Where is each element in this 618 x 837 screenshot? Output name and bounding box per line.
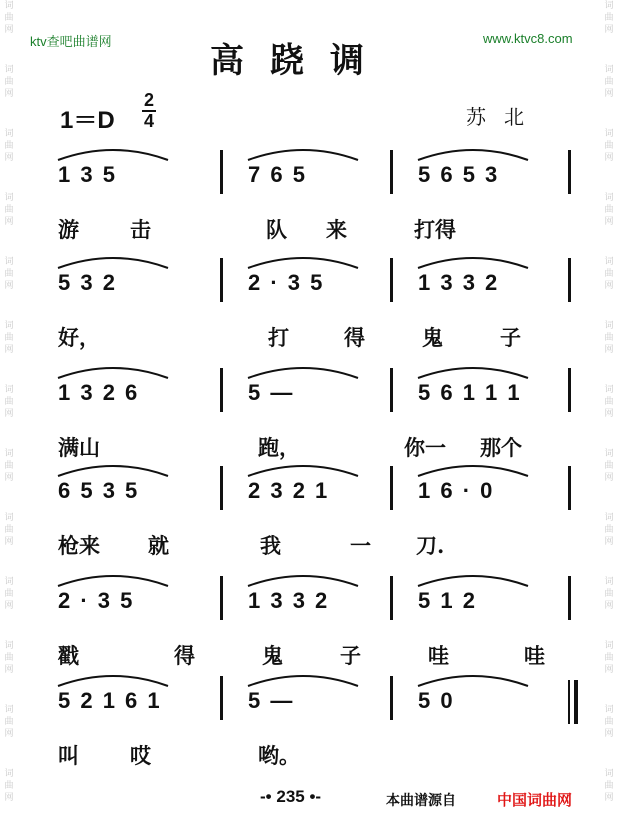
watermark-char: 词 xyxy=(604,769,614,779)
watermark-char: 网 xyxy=(604,409,614,419)
lyric-syllable: 我 xyxy=(260,533,281,558)
meter-bottom: 4 xyxy=(143,111,154,131)
watermark-char: 曲 xyxy=(4,77,14,87)
measure-notes: 5 0 xyxy=(418,688,455,713)
lyric-syllable: 你一 xyxy=(404,435,446,460)
source-text: 本曲谱源自 xyxy=(386,793,456,809)
lyric-syllable: 一 xyxy=(350,533,371,558)
watermark-char: 词 xyxy=(604,65,614,75)
lyric-syllable: 哇 xyxy=(524,643,545,668)
watermark-char: 词 xyxy=(604,449,614,459)
watermark-char: 网 xyxy=(604,25,614,35)
watermark-char: 词 xyxy=(4,129,14,139)
watermark-char: 网 xyxy=(604,601,614,611)
measure-notes: 5 — xyxy=(248,380,295,405)
watermark-char: 网 xyxy=(4,25,14,35)
watermark-char: 曲 xyxy=(4,141,14,151)
watermark-char: 网 xyxy=(604,473,614,483)
page-number-value: 235 xyxy=(276,787,305,806)
watermark-char: 网 xyxy=(604,281,614,291)
watermark-char: 网 xyxy=(4,89,14,99)
watermark-char: 词 xyxy=(604,705,614,715)
watermark-char: 网 xyxy=(4,345,14,355)
measure-notes: 5 3 2 xyxy=(58,270,117,295)
watermark-char: 网 xyxy=(4,409,14,419)
watermark-char: 网 xyxy=(604,793,614,803)
watermark-char: 网 xyxy=(4,281,14,291)
watermark-char: 网 xyxy=(4,601,14,611)
watermark-char: 词 xyxy=(604,1,614,11)
measure-notes: 7 6 5 xyxy=(248,162,307,187)
watermark-char: 曲 xyxy=(604,141,614,151)
meter-top: 2 xyxy=(143,90,154,110)
watermark-char: 词 xyxy=(4,1,14,11)
lyric-syllable: 戳 xyxy=(58,643,79,668)
watermark-char: 曲 xyxy=(604,205,614,215)
watermark-char: 曲 xyxy=(4,653,14,663)
watermark-char: 曲 xyxy=(4,589,14,599)
watermark-char: 曲 xyxy=(4,397,14,407)
measure-notes: 2 3 2 1 xyxy=(248,478,330,503)
watermark-char: 曲 xyxy=(4,717,14,727)
slur-arc xyxy=(418,676,528,686)
watermark-char: 曲 xyxy=(604,589,614,599)
watermark-char: 词 xyxy=(604,257,614,267)
lyric-syllable: 游 xyxy=(58,217,79,242)
watermark-char: 曲 xyxy=(604,397,614,407)
lyric-syllable: 来 xyxy=(326,217,347,242)
watermark-char: 网 xyxy=(604,153,614,163)
lyric-syllable: 哟。 xyxy=(258,743,300,768)
lyric-syllable: 叫 xyxy=(58,743,79,768)
lyric-syllable: 好， xyxy=(58,325,100,350)
lyric-syllable: 哇 xyxy=(428,643,449,668)
watermark-char: 词 xyxy=(4,769,14,779)
lyric-syllable: 刀. xyxy=(416,533,445,558)
watermark-char: 曲 xyxy=(604,717,614,727)
watermark-char: 词 xyxy=(4,65,14,75)
watermark-char: 曲 xyxy=(4,461,14,471)
lyric-syllable: 队 xyxy=(266,217,287,242)
measure-notes: 5 — xyxy=(248,688,295,713)
watermark-char: 曲 xyxy=(4,13,14,23)
lyric-syllable: 得 xyxy=(174,643,195,668)
lyric-syllable: 得 xyxy=(344,325,365,350)
watermark-char: 网 xyxy=(604,729,614,739)
measure-notes: 6 5 3 5 xyxy=(58,478,140,503)
watermark-char: 词 xyxy=(4,513,14,523)
lyric-syllable: 子 xyxy=(500,325,521,350)
watermark-char: 词 xyxy=(4,321,14,331)
watermark-char: 词 xyxy=(4,193,14,203)
measure-notes: 1 3 3 2 xyxy=(418,270,500,295)
watermark-char: 曲 xyxy=(604,269,614,279)
watermark-char: 网 xyxy=(4,793,14,803)
slur-arc xyxy=(248,676,358,686)
lyric-syllable: 击 xyxy=(130,217,151,242)
watermark-char: 曲 xyxy=(604,461,614,471)
slur-arc xyxy=(58,676,168,686)
final-double-barline-thin xyxy=(568,680,570,724)
watermark-char: 词 xyxy=(604,321,614,331)
region-label: 苏北 xyxy=(466,105,542,129)
lyric-syllable: 枪来 xyxy=(58,533,100,558)
watermark-char: 词 xyxy=(4,257,14,267)
page-number-dash-right: •- xyxy=(309,787,322,806)
watermark-char: 词 xyxy=(4,385,14,395)
measure-notes: 2 · 3 5 xyxy=(58,588,135,613)
watermark-char: 曲 xyxy=(604,781,614,791)
measure-notes: 1 3 5 xyxy=(58,162,117,187)
page-number xyxy=(260,787,321,807)
measure-notes: 1 3 2 6 xyxy=(58,380,140,405)
lyric-syllable: 就 xyxy=(148,533,169,558)
watermark-char: 曲 xyxy=(4,205,14,215)
watermark-char: 网 xyxy=(4,537,14,547)
watermark-char: 曲 xyxy=(604,525,614,535)
watermark-char: 词 xyxy=(604,193,614,203)
watermark-right-site: www.ktvc8.com xyxy=(483,31,573,46)
measure-notes: 5 2 1 6 1 xyxy=(58,688,162,713)
watermark-char: 网 xyxy=(4,473,14,483)
watermark-char: 曲 xyxy=(604,333,614,343)
measure-notes: 5 6 1 1 1 xyxy=(418,380,522,405)
watermark-left-site: ktv查吧曲谱网 xyxy=(30,34,112,49)
watermark-char: 曲 xyxy=(4,333,14,343)
watermark-char: 词 xyxy=(604,385,614,395)
watermark-char: 网 xyxy=(4,665,14,675)
watermark-char: 词 xyxy=(4,577,14,587)
watermark-char: 词 xyxy=(604,129,614,139)
watermark-char: 网 xyxy=(4,153,14,163)
lyric-syllable: 那个 xyxy=(480,435,522,460)
watermark-char: 曲 xyxy=(604,77,614,87)
lyric-syllable: 子 xyxy=(340,643,361,668)
lyric-syllable: 打 xyxy=(268,325,289,350)
watermark-char: 词 xyxy=(4,705,14,715)
watermark-char: 网 xyxy=(604,537,614,547)
watermark-char: 词 xyxy=(4,449,14,459)
measure-notes: 5 1 2 xyxy=(418,588,477,613)
measure-notes: 1 6 · 0 xyxy=(418,478,495,503)
measure-notes: 5 6 5 3 xyxy=(418,162,500,187)
lyric-syllable: 鬼 xyxy=(422,325,443,350)
lyric-syllable: 满山 xyxy=(58,435,100,460)
watermark-char: 词 xyxy=(4,641,14,651)
brand-name: 中国词曲网 xyxy=(497,791,573,809)
key-signature: 1＝D xyxy=(60,107,115,134)
watermark-char: 词 xyxy=(604,577,614,587)
watermark-char: 曲 xyxy=(4,269,14,279)
watermark-char: 曲 xyxy=(4,525,14,535)
watermark-char: 网 xyxy=(4,729,14,739)
watermark-char: 词 xyxy=(604,641,614,651)
final-double-barline-thick xyxy=(574,680,578,724)
watermark-char: 词 xyxy=(604,513,614,523)
lyric-syllable: 打得 xyxy=(414,217,456,242)
lyric-syllable: 跑， xyxy=(258,435,300,460)
measure-notes: 1 3 3 2 xyxy=(248,588,330,613)
page-number-dash-left: -• xyxy=(260,787,272,806)
watermark-char: 曲 xyxy=(604,13,614,23)
watermark-char: 网 xyxy=(604,89,614,99)
lyric-syllable: 哎 xyxy=(130,743,151,768)
watermark-char: 网 xyxy=(604,665,614,675)
measure-notes: 2 · 3 5 xyxy=(248,270,325,295)
watermark-char: 曲 xyxy=(4,781,14,791)
watermark-char: 网 xyxy=(4,217,14,227)
watermark-char: 网 xyxy=(604,217,614,227)
song-title: 高跷调 xyxy=(210,41,390,81)
watermark-char: 曲 xyxy=(604,653,614,663)
lyric-syllable: 鬼 xyxy=(262,643,283,668)
watermark-char: 网 xyxy=(604,345,614,355)
